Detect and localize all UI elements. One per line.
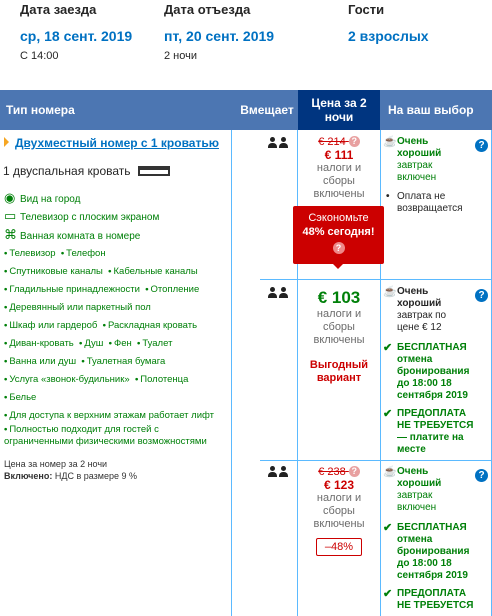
taxes-line: включены: [313, 518, 365, 530]
two-persons-icon: [268, 287, 290, 299]
amenity-line: • Белье: [4, 392, 37, 403]
divider: [260, 460, 492, 461]
feature-city-view: [4, 190, 80, 206]
info-icon[interactable]: ?: [475, 139, 488, 152]
cancel-text: до 18:00 18: [397, 558, 452, 569]
guests-value[interactable]: 2 взрослых: [348, 28, 429, 44]
free-cancel-condition: [383, 522, 483, 582]
rating-text: хороший: [397, 298, 442, 309]
amenity-item: Ванна или душ: [9, 356, 77, 367]
amenity-line: • Гладильные принадлежности • Отопление: [4, 284, 200, 295]
breakfast-condition: [383, 136, 483, 184]
checkout-date[interactable]: пт, 20 сент. 2019: [164, 28, 275, 44]
breakfast-text: завтрак по: [397, 310, 447, 321]
header-capacity: Вмещает: [240, 103, 294, 117]
old-price: [298, 466, 380, 478]
amenity-item: Шкаф или гардероб: [9, 320, 98, 331]
price-note: Цена за номер за 2 ночи: [4, 459, 108, 469]
taxes-line: включены: [313, 334, 365, 346]
amenity-line: • Услуга «звонок-будильник» • Полотенца: [4, 374, 189, 385]
prepay-text: ПРЕДОПЛАТА: [397, 588, 467, 599]
savings-line1: Сэкономьте: [308, 212, 369, 224]
guests-block[interactable]: [348, 2, 429, 44]
amenity-line: • Деревянный или паркетный пол: [4, 302, 151, 313]
checkmark-icon: ✔: [383, 408, 393, 420]
amenity-item: Кабельные каналы: [113, 266, 198, 277]
cancel-text: бронирования: [397, 366, 470, 377]
best-value-label: вариант: [316, 372, 362, 384]
cancel-text: отмена: [397, 534, 433, 545]
prepay-text: ПРЕДОПЛАТА: [397, 408, 467, 419]
amenity-line: • Полностью подходит для гостей с ограниченными физическими возможностями: [4, 424, 207, 447]
two-persons-icon: [268, 466, 290, 478]
taxes-line: сборы: [323, 505, 355, 517]
feature-bathroom: [4, 227, 140, 243]
rating-text: Очень: [397, 136, 429, 147]
tv-icon: ▭: [4, 208, 17, 223]
coffee-cup-icon: ☕: [383, 136, 397, 148]
cancel-text: отмена: [397, 354, 433, 365]
amenity-item: Гладильные принадлежности: [9, 284, 140, 295]
header-price-line2: ночи: [324, 110, 354, 124]
checkin-label: Дата заезда: [20, 2, 97, 17]
nights-count: 2 ночи: [164, 50, 197, 62]
header-your-choice: На ваш выбор: [388, 103, 474, 117]
bed-label: 1 двуспальная кровать: [3, 164, 131, 178]
coffee-cup-icon: ☕: [383, 286, 397, 298]
prepay-text: месте: [397, 444, 426, 455]
amenity-line: • Телевизор • Телефон: [4, 248, 106, 259]
amenity-item: Полотенца: [140, 374, 189, 385]
amenity-item: Диван-кровать: [9, 338, 74, 349]
feature-label: Телевизор с плоским экраном: [20, 212, 160, 223]
header-price: [298, 90, 380, 130]
breakfast-text: завтрак: [397, 490, 433, 501]
amenity-item: Телефон: [66, 248, 106, 259]
new-price: € 111: [324, 148, 354, 162]
taxes-line: налоги и: [316, 492, 362, 504]
cancel-text: бронирования: [397, 546, 470, 557]
checkmark-icon: ✔: [383, 522, 393, 534]
bed-info: [3, 164, 170, 178]
amenity-line: • Спутниковые каналы • Кабельные каналы: [4, 266, 198, 277]
room-name-link[interactable]: [4, 136, 219, 150]
amenity-item: Душ: [84, 338, 104, 349]
help-icon[interactable]: ?: [349, 136, 360, 147]
breakfast-condition: [383, 466, 483, 514]
feature-label: Вид на город: [20, 194, 81, 205]
amenity-item: Спутниковые каналы: [9, 266, 103, 277]
free-cancel-condition: [383, 342, 483, 402]
savings-line2: 48% сегодня!: [302, 226, 375, 238]
checkout-label: Дата отъезда: [164, 2, 251, 17]
discount-badge: –48%: [316, 538, 362, 556]
bullet-icon: •: [386, 191, 390, 202]
price-value: € 103: [317, 288, 361, 307]
divider: [380, 130, 381, 616]
header-price-line1: Цена за 2: [311, 96, 367, 110]
taxes-line: сборы: [323, 175, 355, 187]
offer3-price: [298, 466, 380, 556]
checkmark-icon: ✔: [383, 342, 393, 354]
bed-icon: [138, 166, 170, 176]
rating-text: хороший: [397, 478, 442, 489]
checkin-time: С 14:00: [20, 50, 59, 62]
cancel-text: БЕСПЛАТНАЯ: [397, 342, 467, 353]
offer2-price: [298, 288, 380, 385]
info-icon[interactable]: ?: [475, 289, 488, 302]
amenity-item: Телевизор: [9, 248, 56, 259]
checkin-date[interactable]: ср, 18 сент. 2019: [20, 28, 133, 44]
breakfast-text: включен: [397, 172, 437, 183]
no-prepayment-condition: [383, 408, 483, 456]
rating-text: Очень: [397, 286, 429, 297]
amenity-item: Туалет: [142, 338, 173, 349]
old-price-value: € 214: [318, 136, 346, 148]
amenity-item: Услуга «звонок-будильник»: [9, 374, 130, 385]
amenity-line: • Для доступа к верхним этажам работает лифт: [4, 410, 214, 421]
checkmark-icon: ✔: [383, 588, 393, 600]
room-name-text[interactable]: Двухместный номер с 1 кроватью: [15, 136, 219, 150]
amenity-line: • Ванна или душ • Туалетная бумага: [4, 356, 166, 367]
best-value-label: Выгодный: [309, 359, 369, 371]
taxes-line: включены: [313, 188, 365, 200]
guests-label: Гости: [348, 2, 385, 17]
amenity-item: Полностью подходит для гостей с: [9, 424, 159, 435]
help-icon[interactable]: ?: [349, 466, 360, 477]
prepay-text: НЕ ТРЕБУЕТСЯ: [397, 600, 474, 611]
amenity-item: Отопление: [150, 284, 200, 295]
amenity-item: ограниченными физическими возможностями: [4, 436, 207, 447]
amenity-item: Туалетная бумага: [86, 356, 166, 367]
vat-label: Включено:: [4, 471, 53, 481]
help-icon[interactable]: ?: [333, 242, 345, 254]
divider: [260, 279, 492, 280]
shower-icon: ⌘: [4, 227, 17, 242]
offer1-price: [298, 136, 380, 201]
vat-note: [4, 471, 137, 481]
prepay-text: НЕ ТРЕБУЕТСЯ: [397, 420, 474, 431]
rooms-table-header: [0, 90, 492, 130]
cancel-text: до 18:00 18: [397, 378, 452, 389]
breakfast-text: включен: [397, 502, 437, 513]
info-icon[interactable]: ?: [475, 469, 488, 482]
breakfast-text: цене € 12: [397, 322, 442, 333]
payment-text: Оплата не: [397, 191, 446, 202]
payment-text: возвращается: [397, 203, 463, 214]
new-price: € 123: [323, 478, 355, 492]
amenity-line: • Шкаф или гардероб • Раскладная кровать: [4, 320, 198, 331]
coffee-cup-icon: ☕: [383, 466, 397, 478]
amenity-item: Белье: [9, 392, 37, 403]
vat-text: НДС в размере 9 %: [52, 471, 137, 481]
rating-text: хороший: [397, 148, 442, 159]
offer1-conditions: [383, 136, 483, 215]
offer2-conditions: [383, 286, 483, 456]
cancel-text: сентября 2019: [397, 390, 468, 401]
stay-summary: [0, 0, 492, 90]
amenity-item: Деревянный или паркетный пол: [9, 302, 151, 313]
cancel-text: сентября 2019: [397, 570, 468, 581]
savings-badge[interactable]: [293, 206, 384, 264]
eye-icon: ◉: [4, 190, 16, 205]
old-price-value: € 238: [318, 466, 346, 478]
amenity-item: Для доступа к верхним этажам работает лифт: [9, 410, 214, 421]
taxes-line: налоги и: [316, 162, 362, 174]
no-prepayment-condition: [383, 588, 483, 612]
old-price: [298, 136, 380, 148]
cancel-text: БЕСПЛАТНАЯ: [397, 522, 467, 533]
feature-label: Ванная комната в номере: [20, 231, 141, 242]
caret-right-icon: [4, 137, 9, 147]
amenity-item: Фен: [113, 338, 132, 349]
payment-condition: [383, 191, 483, 215]
breakfast-condition: [383, 286, 483, 334]
two-persons-icon: [268, 137, 290, 149]
header-room-type: Тип номера: [6, 103, 75, 117]
checkin-block[interactable]: [20, 2, 132, 62]
divider: [231, 130, 232, 616]
breakfast-text: завтрак: [397, 160, 433, 171]
prepay-text: — платите на: [397, 432, 464, 443]
amenity-item: Раскладная кровать: [107, 320, 198, 331]
offer3-conditions: [383, 466, 483, 612]
rating-text: Очень: [397, 466, 429, 477]
taxes-line: налоги и: [316, 308, 362, 320]
taxes-line: сборы: [323, 321, 355, 333]
checkout-block[interactable]: [164, 2, 274, 62]
amenity-line: • Диван-кровать • Душ • Фен • Туалет: [4, 338, 173, 349]
feature-tv: [4, 208, 159, 224]
